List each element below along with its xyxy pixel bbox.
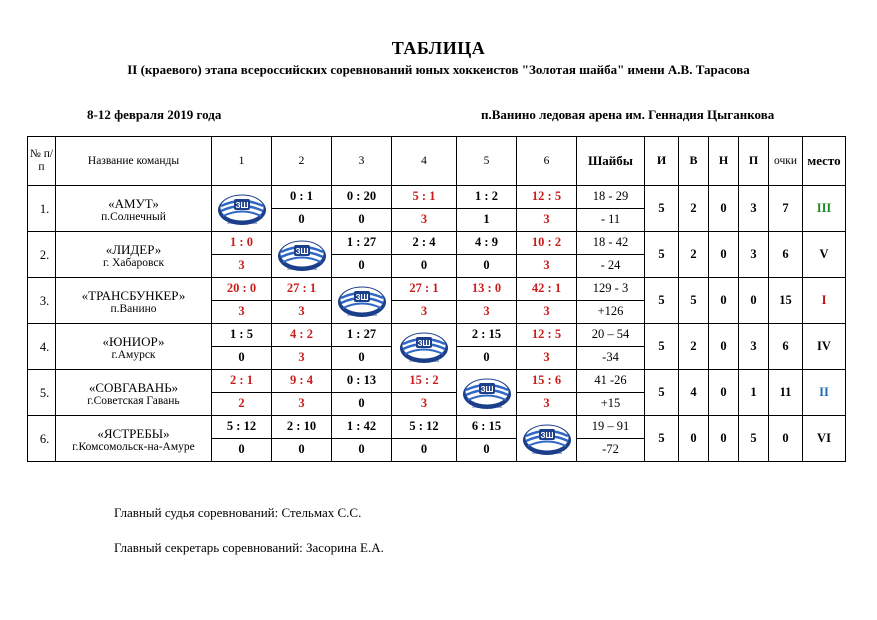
- team-number: 1.: [28, 186, 56, 232]
- page-subtitle: II (краевого) этапа всероссийских соревнований юных хоккеистов "Золотая шайба" имени А.В. Тарасова: [127, 62, 750, 77]
- col-points: очки: [769, 137, 803, 186]
- logo-caption: ЗОЛОТАЯ ШАЙБА: [531, 450, 562, 455]
- match-points: 3: [457, 301, 517, 324]
- golden-puck-logo-icon: [398, 328, 450, 366]
- header-row: [28, 137, 846, 186]
- match-points: 0: [332, 439, 392, 462]
- match-points: 3: [392, 301, 457, 324]
- final-place: VI: [803, 416, 846, 462]
- match-score: 42 : 1: [517, 278, 577, 301]
- logo-text: ЗШ: [479, 384, 494, 394]
- match-score: 10 : 2: [517, 232, 577, 255]
- logo-text: ЗШ: [539, 430, 554, 440]
- self-match-logo-cell: [392, 324, 457, 370]
- match-score: 4 : 9: [457, 232, 517, 255]
- match-points: 3: [212, 255, 272, 278]
- match-points: 3: [392, 209, 457, 232]
- team-row: [28, 278, 846, 301]
- goals-ratio: 19 – 91: [577, 416, 645, 439]
- match-score: 2 : 10: [272, 416, 332, 439]
- logo-caption: ЗОЛОТАЯ ШАЙБА: [226, 220, 257, 225]
- goals-ratio: 18 - 42: [577, 232, 645, 255]
- team-row: [28, 324, 846, 347]
- self-match-logo-cell: [272, 232, 332, 278]
- match-points: 3: [212, 301, 272, 324]
- match-points: 1: [457, 209, 517, 232]
- goals-ratio: 20 – 54: [577, 324, 645, 347]
- col-games-played: И: [645, 137, 679, 186]
- match-points: 0: [332, 209, 392, 232]
- games-played: 5: [645, 278, 679, 324]
- match-score: 5 : 12: [212, 416, 272, 439]
- col-game-5: 5: [457, 137, 517, 186]
- goals-difference: +15: [577, 393, 645, 416]
- team-city: п.Ванино: [110, 302, 157, 315]
- match-score: 1 : 0: [212, 232, 272, 255]
- final-place: IV: [803, 324, 846, 370]
- standings-table: [27, 136, 846, 462]
- team-name-cell: [56, 186, 212, 232]
- match-points: 0: [457, 439, 517, 462]
- match-points: 3: [517, 301, 577, 324]
- match-points: 0: [332, 347, 392, 370]
- col-goals: Шайбы: [577, 137, 645, 186]
- self-match-logo-cell: [332, 278, 392, 324]
- team-name: «ЮНИОР»: [102, 333, 165, 349]
- goals-difference: -72: [577, 439, 645, 462]
- logo-text: ЗШ: [294, 246, 309, 256]
- match-points: 3: [517, 393, 577, 416]
- final-place: I: [803, 278, 846, 324]
- draws: 0: [709, 370, 739, 416]
- match-score: 0 : 1: [272, 186, 332, 209]
- col-num: № п/п: [28, 137, 56, 186]
- col-game-3: 3: [332, 137, 392, 186]
- col-draws: Н: [709, 137, 739, 186]
- match-points: 3: [272, 347, 332, 370]
- wins: 0: [679, 416, 709, 462]
- draws: 0: [709, 278, 739, 324]
- logo-caption: ЗОЛОТАЯ ШАЙБА: [346, 312, 377, 317]
- match-points: 0: [457, 347, 517, 370]
- match-points: 0: [392, 439, 457, 462]
- team-name-cell: [56, 278, 212, 324]
- match-points: 3: [517, 255, 577, 278]
- team-name: «ЯСТРЕБЫ»: [97, 425, 170, 441]
- losses: 0: [739, 278, 769, 324]
- team-name-cell: [56, 416, 212, 462]
- games-played: 5: [645, 232, 679, 278]
- team-city: г.Советская Гавань: [87, 394, 180, 407]
- total-points: 6: [769, 232, 803, 278]
- wins: 2: [679, 324, 709, 370]
- col-game-1: 1: [212, 137, 272, 186]
- match-points: 0: [332, 393, 392, 416]
- match-score: 15 : 2: [392, 370, 457, 393]
- goals-difference: - 11: [577, 209, 645, 232]
- total-points: 6: [769, 324, 803, 370]
- col-game-6: 6: [517, 137, 577, 186]
- team-name: «ТРАНСБУНКЕР»: [81, 287, 186, 303]
- losses: 3: [739, 232, 769, 278]
- match-points: 2: [212, 393, 272, 416]
- wins: 5: [679, 278, 709, 324]
- golden-puck-logo-icon: [276, 236, 328, 274]
- match-points: 0: [272, 439, 332, 462]
- logo-caption: ЗОЛОТАЯ ШАЙБА: [286, 266, 317, 271]
- match-score: 1 : 2: [457, 186, 517, 209]
- team-row: [28, 370, 846, 393]
- team-name: «СОВГАВАНЬ»: [88, 379, 179, 395]
- match-score: 0 : 20: [332, 186, 392, 209]
- goals-ratio: 41 -26: [577, 370, 645, 393]
- final-place: V: [803, 232, 846, 278]
- total-points: 15: [769, 278, 803, 324]
- match-points: 3: [272, 393, 332, 416]
- page-title: ТАБЛИЦА: [391, 38, 486, 58]
- team-number: 3.: [28, 278, 56, 324]
- match-points: 3: [517, 209, 577, 232]
- match-score: 2 : 1: [212, 370, 272, 393]
- team-name: «АМУТ»: [108, 195, 159, 211]
- team-city: г.Комсомольск-на-Амуре: [72, 440, 195, 453]
- logo-caption: ЗОЛОТАЯ ШАЙБА: [471, 404, 502, 409]
- match-score: 15 : 6: [517, 370, 577, 393]
- match-points: 3: [517, 347, 577, 370]
- match-points: 3: [272, 301, 332, 324]
- golden-puck-logo-icon: [461, 374, 513, 412]
- team-number: 5.: [28, 370, 56, 416]
- team-number: 4.: [28, 324, 56, 370]
- match-points: 0: [212, 347, 272, 370]
- chief-judge: Главный судья соревнований: Стельмах С.С.: [114, 505, 362, 520]
- col-game-2: 2: [272, 137, 332, 186]
- chief-secretary: Главный секретарь соревнований: Засорина Е.А.: [114, 540, 384, 555]
- match-score: 5 : 1: [392, 186, 457, 209]
- col-game-4: 4: [392, 137, 457, 186]
- match-points: 0: [332, 255, 392, 278]
- match-score: 4 : 2: [272, 324, 332, 347]
- match-score: 1 : 42: [332, 416, 392, 439]
- match-score: 6 : 15: [457, 416, 517, 439]
- logo-text: ЗШ: [234, 200, 249, 210]
- goals-ratio: 129 - 3: [577, 278, 645, 301]
- wins: 4: [679, 370, 709, 416]
- event-dates: 8-12 февраля 2019 года: [87, 107, 222, 122]
- games-played: 5: [645, 324, 679, 370]
- logo-caption: ЗОЛОТАЯ ШАЙБА: [408, 358, 440, 363]
- goals-difference: -34: [577, 347, 645, 370]
- logo-text: ЗШ: [354, 292, 369, 302]
- col-place: место: [803, 137, 846, 186]
- draws: 0: [709, 186, 739, 232]
- match-score: 12 : 5: [517, 324, 577, 347]
- team-city: п.Солнечный: [101, 210, 166, 223]
- draws: 0: [709, 324, 739, 370]
- match-score: 20 : 0: [212, 278, 272, 301]
- final-place: II: [803, 370, 846, 416]
- match-score: 1 : 27: [332, 232, 392, 255]
- match-points: 0: [272, 209, 332, 232]
- goals-difference: - 24: [577, 255, 645, 278]
- col-team: Название команды: [56, 137, 212, 186]
- total-points: 11: [769, 370, 803, 416]
- match-points: 3: [392, 393, 457, 416]
- golden-puck-logo-icon: [216, 190, 268, 228]
- team-row: [28, 232, 846, 255]
- games-played: 5: [645, 186, 679, 232]
- final-place: III: [803, 186, 846, 232]
- match-score: 5 : 12: [392, 416, 457, 439]
- col-wins: В: [679, 137, 709, 186]
- total-points: 7: [769, 186, 803, 232]
- wins: 2: [679, 232, 709, 278]
- golden-puck-logo-icon: [336, 282, 388, 320]
- match-points: 0: [457, 255, 517, 278]
- team-name: «ЛИДЕР»: [105, 241, 162, 257]
- golden-puck-logo-icon: [521, 420, 573, 458]
- match-score: 27 : 1: [272, 278, 332, 301]
- losses: 3: [739, 186, 769, 232]
- event-venue: п.Ванино ледовая арена им. Геннадия Цыганкова: [481, 107, 775, 122]
- self-match-logo-cell: [517, 416, 577, 462]
- goals-ratio: 18 - 29: [577, 186, 645, 209]
- team-city: г. Хабаровск: [102, 256, 165, 269]
- self-match-logo-cell: [212, 186, 272, 232]
- team-row: [28, 186, 846, 209]
- games-played: 5: [645, 416, 679, 462]
- match-score: 13 : 0: [457, 278, 517, 301]
- team-row: [28, 416, 846, 439]
- games-played: 5: [645, 370, 679, 416]
- match-score: 2 : 15: [457, 324, 517, 347]
- draws: 0: [709, 416, 739, 462]
- match-points: 0: [392, 255, 457, 278]
- losses: 5: [739, 416, 769, 462]
- wins: 2: [679, 186, 709, 232]
- team-number: 6.: [28, 416, 56, 462]
- team-name-cell: [56, 232, 212, 278]
- team-name-cell: [56, 370, 212, 416]
- team-name-cell: [56, 324, 212, 370]
- team-city: г.Амурск: [111, 348, 156, 361]
- match-score: 0 : 13: [332, 370, 392, 393]
- self-match-logo-cell: [457, 370, 517, 416]
- team-number: 2.: [28, 232, 56, 278]
- match-score: 12 : 5: [517, 186, 577, 209]
- match-score: 27 : 1: [392, 278, 457, 301]
- match-score: 2 : 4: [392, 232, 457, 255]
- goals-difference: +126: [577, 301, 645, 324]
- match-score: 9 : 4: [272, 370, 332, 393]
- match-score: 1 : 5: [212, 324, 272, 347]
- col-losses: П: [739, 137, 769, 186]
- draws: 0: [709, 232, 739, 278]
- losses: 3: [739, 324, 769, 370]
- match-points: 0: [212, 439, 272, 462]
- losses: 1: [739, 370, 769, 416]
- total-points: 0: [769, 416, 803, 462]
- logo-text: ЗШ: [417, 338, 431, 348]
- match-score: 1 : 27: [332, 324, 392, 347]
